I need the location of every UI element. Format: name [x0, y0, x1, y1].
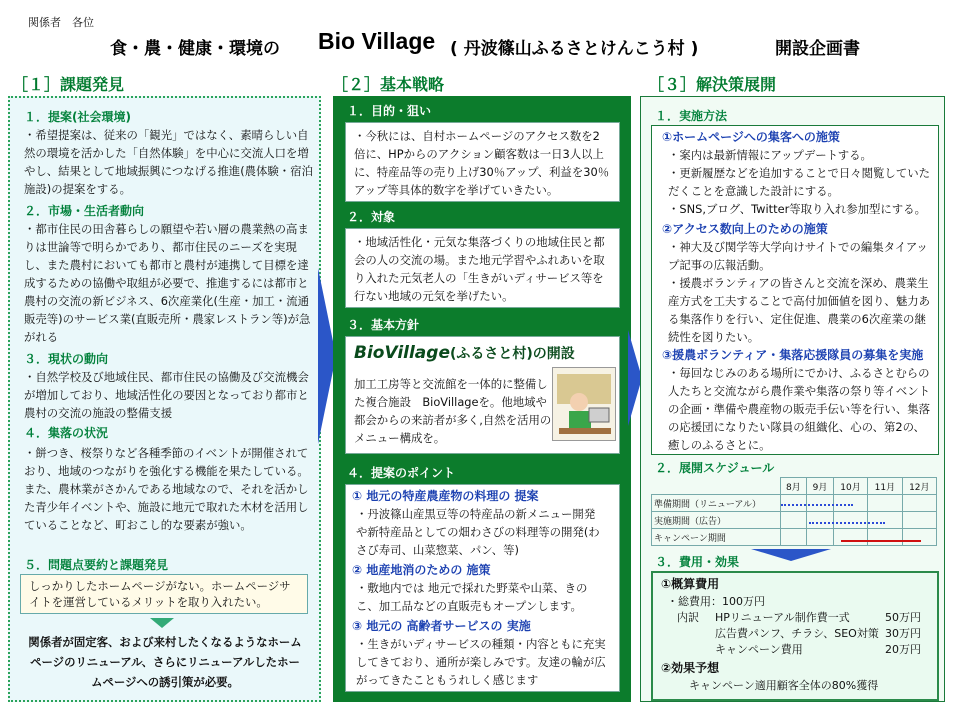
measure-text: ・案内は最新情報にアップデートする。 ・更新履歴などを追加することで日々閲覧していただくことを意識した設計にする。 ・SNS,ブログ、Twitter等取り入れ参加型にする。: [668, 148, 930, 216]
column-heading-2: ［２］基本戦略: [332, 75, 445, 94]
cost-item-amount: 30万円: [885, 627, 921, 640]
panel-heading: ２．対象: [347, 210, 396, 224]
point-title: ② 地産地消のための 施策: [352, 563, 491, 577]
schedule-bar-ads: [809, 522, 885, 524]
panel-heading: ３．基本方針: [347, 318, 420, 332]
section-title: ５．問題点要約と課題発見: [24, 558, 169, 572]
basic-strategy-column: [333, 96, 631, 702]
issue-summary-box: [20, 574, 308, 614]
policy-brand-line: [354, 343, 575, 363]
month-header: 8月: [780, 478, 807, 495]
point-text: ・生きがいディサービスの種類・内容ともに充実してきており、通所が楽しみです。友達の輪が広がってきたこともうれしく感じます: [356, 637, 606, 687]
section-text: ・餅つき、桜祭りなど各種季節のイベントが開催されており、地域のつながりを強化する機能を果たしている。また、農林業がさかんである地域なので、それを活かした青少年イベントや、施設に地元で取れた木材を活用していることなど、町おこし的な要素が強い。: [24, 446, 309, 532]
schedule-row-label: キャンペーン期間: [652, 529, 781, 546]
section-title: ３．現状の動向: [24, 352, 109, 366]
down-arrow-icon: [150, 618, 174, 628]
effect-title: ②効果予想: [661, 661, 720, 675]
section-title: ２．展開スケジュール: [655, 461, 775, 475]
section-title: ３．費用・効果: [655, 555, 740, 569]
panel-text: ・今秋には、自村ホームページのアクセス数を2倍に、HPからのアクション顧客数は一日3人以上に、特産品等の売り上げ30％アップ、利益を30％アップ等具体的数字を挙げていきたい。: [354, 129, 610, 197]
effect-text: キャンペーン適用顧客全体の80%獲得: [689, 679, 879, 692]
issue-conclusion: 関係者が固定客、および来村したくなるようなホームページのリニューアル、さらにリニューアルしたホームページへの誘引策が必要。: [28, 635, 302, 689]
measure-title: ③援農ボランティア・集落応援隊員の募集を実施: [662, 348, 924, 362]
cost-total: ・総費用：100万円: [667, 595, 765, 608]
point-text: ・丹波篠山産黒豆等の特産品の新メニュー開発や新特産品としての畑わさびの料理等の開発(わさび寿司、山菜惣菜、パン、等): [356, 507, 600, 557]
policy-panel: [345, 336, 620, 454]
section-text: ・希望提案は、従来の「観光」ではなく、素晴らしい自然の環境を活かした「自然体験」を中心に交流人口を増やし、結果として地域振興につなげる推進(農体験・宿泊施設)の提案をする。: [24, 128, 313, 196]
measure-text: ・毎回なじみのある場所にでかけ、ふるさとむらの人たちと交流ながら農作業や集落の祭り等イベントの企画・準備や農産物の販売手伝い等を行い、集落の応援団になりたい隊員の組織化、心の、第2の、癒しのふるさとに。: [668, 366, 930, 452]
cost-item-name: HPリニューアル制作費一式: [715, 611, 850, 624]
month-header: 12月: [902, 478, 936, 495]
solution-column: [640, 96, 945, 702]
section-text: ・都市住民の田舎暮らしの願望や若い層の農業熱の高まりは世論等で明らかであり、都市住民のニーズを実現し、また農村においても都市と農村が連携して目標を達成するための協働や取組が必要で、推進するには都市と農村の交流の新ビジネス、6次産業化(生産・加工・流通販売等)のサービス業(直販売所・農家レストラン等)が急がれる: [24, 222, 311, 344]
target-panel: [345, 228, 620, 308]
panel-text: 加工工房等と交流館を一体的に整備した複合施設 BioVillageを。他地域や都会からの来訪者が多く,自然を活用のメニュー構成を。: [354, 377, 552, 445]
schedule-row-label: 準備期間（リニューアル）: [652, 495, 781, 512]
cost-item-name: 広告費パンフ、チラシ、SEO対策: [715, 627, 879, 640]
issue-summary-text: しっかりしたホームページがない。ホームページサイトを運営しているメリットを取り入れたい。: [29, 579, 291, 609]
section-title: ２．市場・生活者動向: [24, 204, 145, 218]
schedule-bar-campaign: [841, 540, 921, 542]
measure-text: ・神大及び関学等大学向けサイトでの編集タイアップ記事の広報活動。 ・援農ボランティアの皆さんと交流を深め、農業生産方式を工夫することで高付加価値を図り、魅力ある集落作りを行い、定住促進、農業の6次産業の継続性を図りたい。: [668, 240, 930, 344]
title-prefix: 食・農・健康・環境の: [110, 39, 280, 59]
office-worker-illustration: [552, 367, 616, 441]
schedule-row-label: 実施期間（広告）: [652, 512, 781, 529]
measure-title: ①ホームページへの集客への施策: [662, 130, 840, 144]
panel-heading: ４．提案のポイント: [347, 466, 456, 480]
section-title: １．提案(社会環境): [24, 110, 131, 124]
title-subtitle: ( 丹波篠山ふるさとけんこう村 ): [450, 39, 699, 59]
down-arrow-icon: [751, 549, 831, 561]
points-panel: [345, 484, 620, 692]
section-text: ・自然学校及び地域住民、都市住民の協働及び交流機会が増加しており、地域活性化の要因となっており都市と農村の交流の施設の整備支援: [24, 370, 309, 420]
implementation-box: [651, 125, 939, 455]
section-title: １．実施方法: [655, 109, 728, 123]
panel-text: ・地域活性化・元気な集落づくりの地域住民と都会の人の交流の場。また地元学習やふれあいを取り入れた元気老人の「生きがいディサービス等を行ない地域の元気を挙げたい。: [354, 235, 605, 303]
purpose-panel: [345, 122, 620, 202]
policy-brand: BioVillage: [354, 343, 450, 363]
cost-effect-box: [651, 571, 939, 701]
title-suffix: 開設企画書: [775, 39, 860, 59]
point-title: ③ 地元の 高齢者サービスの 実施: [352, 619, 531, 633]
section-title: ４．集落の状況: [24, 426, 109, 440]
cost-item-name: キャンペーン費用: [715, 643, 803, 656]
panel-heading: １．目的・狙い: [347, 104, 432, 118]
cost-item-amount: 20万円: [885, 643, 921, 656]
point-text: ・敷地内では 地元で採れた野菜や山菜、きのこ、加工品などの直販売もオープンします。: [356, 581, 588, 613]
cost-breakdown-label: 内訳: [677, 611, 699, 624]
cost-title: ①概算費用: [661, 577, 720, 591]
schedule-bar-prep: [781, 504, 853, 506]
cost-item-amount: 50万円: [885, 611, 921, 624]
schedule-table: [651, 477, 937, 546]
month-header: 9月: [807, 478, 834, 495]
policy-brand-sub: (ふるさと村)の開設: [449, 346, 575, 362]
measure-title: ②アクセス数向上のための施策: [662, 222, 828, 236]
column-heading-3: ［３］解決策展開: [648, 75, 777, 94]
month-header: 10月: [833, 478, 867, 495]
problem-discovery-column: [8, 96, 321, 702]
title-brand: Bio Village: [318, 28, 436, 54]
month-header: 11月: [868, 478, 902, 495]
addressee: 関係者 各位: [28, 16, 94, 29]
column-heading-1: ［１］課題発見: [12, 75, 125, 94]
point-title: ① 地元の特産農産物の料理の 提案: [352, 489, 539, 503]
